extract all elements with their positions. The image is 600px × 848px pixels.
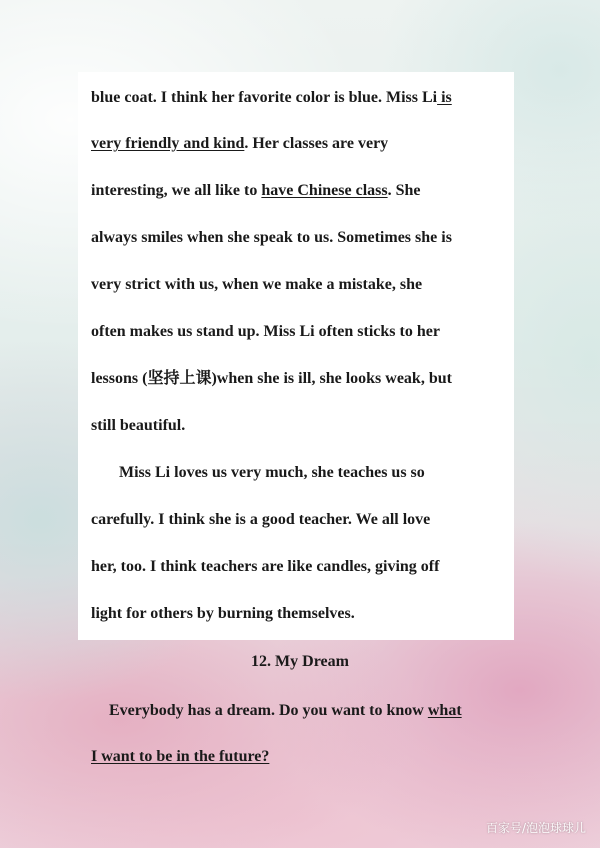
text-line-12: light for others by burning themselves. [91,605,355,622]
text-line-7: lessons (坚持上课)when she is ill, she looks weak, but [91,370,452,387]
text-line-9: Miss Li loves us very much, she teaches us so [119,464,425,481]
text-line-10: carefully. I think she is a good teacher. We all love [91,511,431,528]
underlined-phrase: very friendly and kind [91,135,245,152]
underlined-phrase: is [437,89,452,106]
underlined-phrase: have Chinese class [261,182,388,199]
underlined-phrase: I want to be in the future? [91,748,270,765]
dream-line-2 [91,747,269,767]
watermark: 百家号/泡泡球球儿 [485,821,586,835]
text-line-5: very strict with us, when we make a mistake, she [91,276,423,293]
text-line-8: still beautiful. [91,417,186,434]
underlined-phrase: what [427,702,462,719]
text-line-4: always smiles when she speak to us. Sometimes she is [91,229,452,246]
paper-page [78,72,514,640]
text-line-3: interesting, we all like to have Chinese class. She [91,182,421,199]
text-line-11: her, too. I think teachers are like candles, giving off [91,558,440,575]
text-line-1: blue coat. I think her favorite color is blue. Miss Li is [91,89,452,106]
text-line-2: very friendly and kind. Her classes are very [91,135,389,152]
text-line-6: often makes us stand up. Miss Li often sticks to her [91,323,440,340]
dream-line-1: Everybody has a dream. Do you want to know what [109,702,462,719]
section-heading: 12. My Dream [251,653,349,670]
